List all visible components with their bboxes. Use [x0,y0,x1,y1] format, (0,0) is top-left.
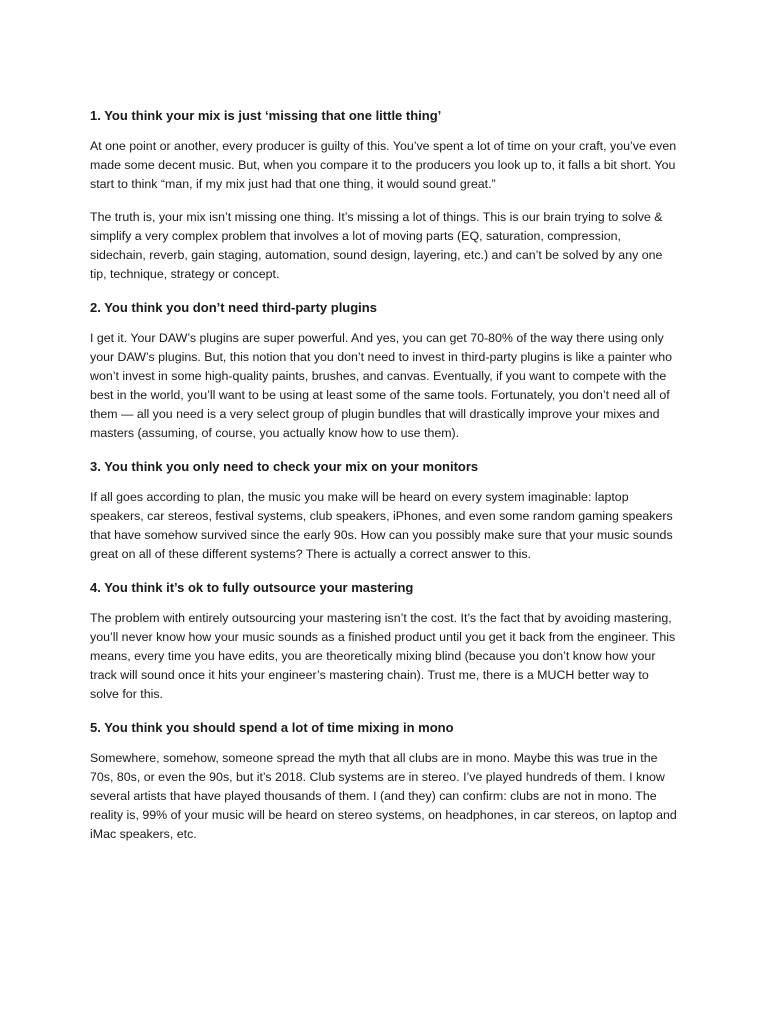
section-3 [90,457,680,564]
section-heading: 5. You think you should spend a lot of time mixing in mono [90,720,454,735]
section-heading: 4. You think it’s ok to fully outsource your mastering [90,580,414,595]
paragraph: The problem with entirely outsourcing your mastering isn’t the cost. It’s the fact that by avoiding mastering, you’ll never know how your music sounds as a finished product until you get it back from the engineer. This means, every time you have edits, you are theoretically mixing blind (because you don’t know how your track will sound once it hits your engineer’s mastering chain). Trust me, there is a MUCH better way to solve for this. [90,611,676,701]
paragraph: If all goes according to plan, the music you make will be heard on every system imaginable: laptop speakers, car stereos, festival systems, club speakers, iPhones, and even some random gaming speakers that have somehow survived since the early 90s. How can you possibly make sure that your music sounds great on all of these different systems? There is actually a correct answer to this. [90,490,673,561]
section-2 [90,298,680,443]
section-5 [90,718,680,844]
paragraph: I get it. Your DAW’s plugins are super powerful. And yes, you can get 70-80% of the way there using only your DAW’s plugins. But, this notion that you don’t need to invest in third-party plugins is like a painter who won’t invest in some high-quality paints, brushes, and canvas. Eventually, if you want to compete with the best in the world, you’ll want to be using at least some of the same tools. Fortunately, you don’t need all of them — all you need is a very select group of plugin bundles that will drastically improve your mixes and masters (assuming, of course, you actually know how to use them). [90,331,672,440]
paragraph: Somewhere, somehow, someone spread the myth that all clubs are in mono. Maybe this was true in the 70s, 80s, or even the 90s, but it’s 2018. Club systems are in stereo. I’ve played hundreds of them. I know several artists that have played thousands of them. I (and they) can confirm: clubs are not in mono. The reality is, 99% of your music will be heard on stereo systems, on headphones, in car stereos, on laptop and iMac speakers, etc. [90,751,677,841]
section-4 [90,578,680,704]
section-heading: 3. You think you only need to check your mix on your monitors [90,459,479,474]
document-page [90,106,680,858]
paragraph: The truth is, your mix isn’t missing one thing. It’s missing a lot of things. This is our brain trying to solve & simplify a very complex problem that involves a lot of moving parts (EQ, saturation, compression, sidechain, reverb, gain staging, automation, sound design, layering, etc.) and can’t be solved by any one tip, technique, strategy or concept. [90,210,663,281]
section-heading: 1. You think your mix is just ‘missing that one little thing’ [90,108,442,123]
section-heading: 2. You think you don’t need third-party plugins [90,300,377,315]
section-1 [90,106,680,284]
paragraph: At one point or another, every producer is guilty of this. You’ve spent a lot of time on your craft, you’ve even made some decent music. But, when you compare it to the producers you look up to, it falls a bit short. You start to think “man, if my mix just had that one thing, it would sound great.” [90,139,677,191]
